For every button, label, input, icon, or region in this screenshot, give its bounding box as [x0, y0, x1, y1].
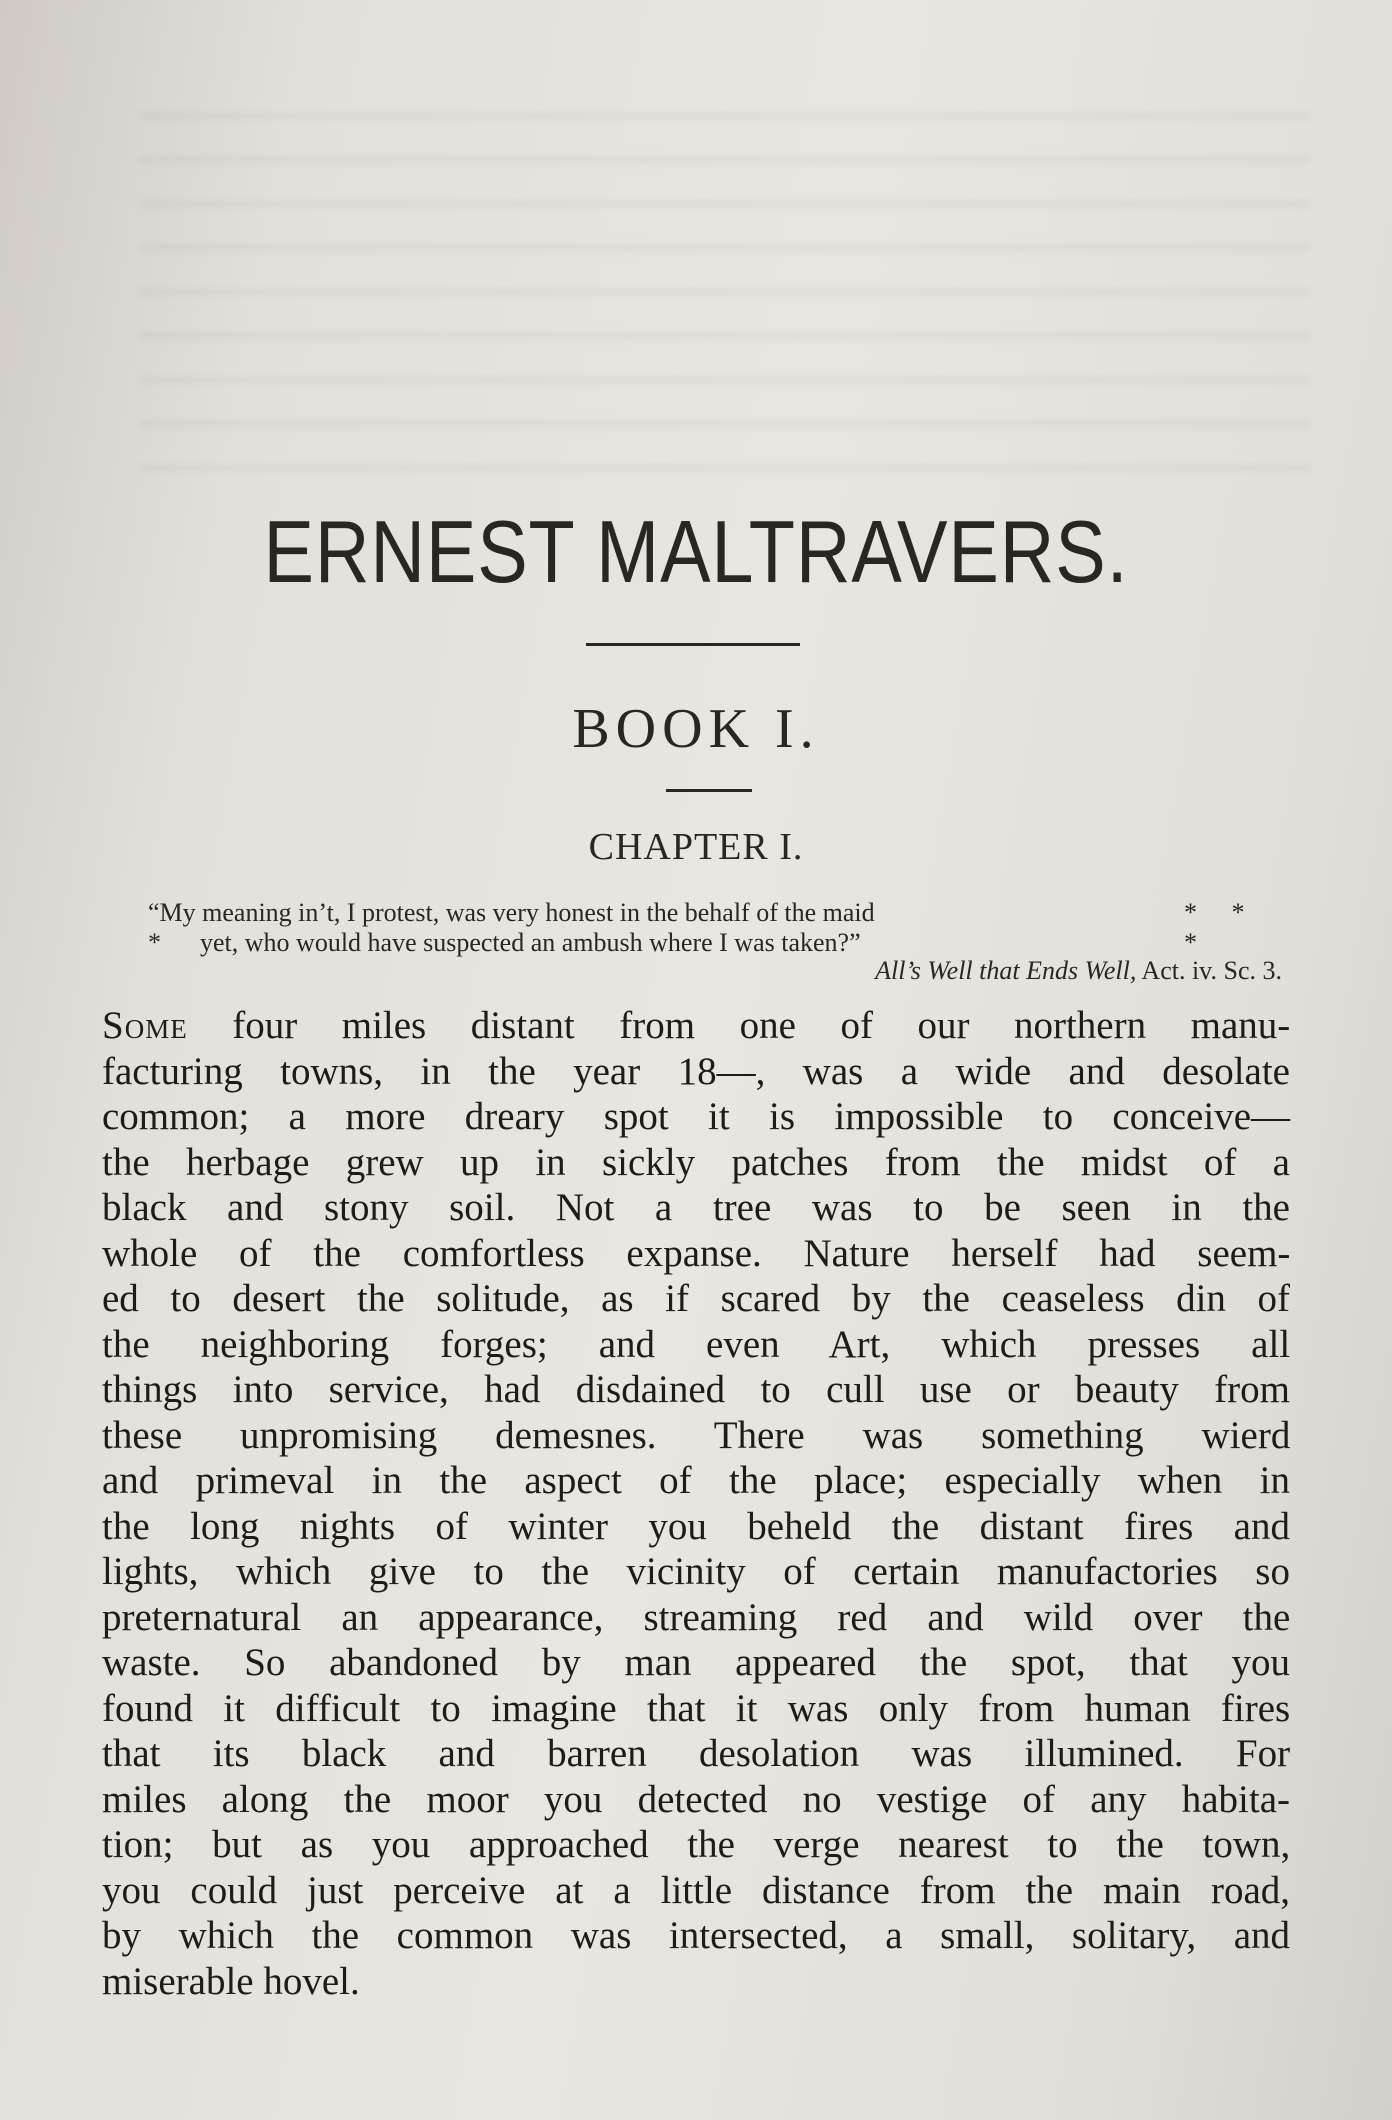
paragraph-line: that its black and barren desolation was illumined. For: [102, 1732, 1291, 1775]
epigraph-line-2: [148, 928, 861, 958]
epigraph-line-2-text: yet, who would have suspected an ambush where I was taken?”: [200, 928, 861, 957]
epigraph-source-ref: Act. iv. Sc. 3.: [1141, 956, 1282, 985]
paragraph-line: these unpromising demesnes. There was something wierd: [102, 1413, 1291, 1457]
book-heading: BOOK I.: [572, 698, 820, 760]
book-divider: [666, 789, 752, 792]
paragraph-line: the neighboring forges; and even Art, which presses all: [102, 1322, 1291, 1366]
epigraph-ellipsis-stars: * * *: [1184, 898, 1259, 957]
book-title: ERNEST MALTRAVERS.: [263, 502, 1129, 601]
bleed-through-text: [140, 80, 1310, 500]
paragraph-line-text: four miles distant from one of our northern manu-: [187, 1004, 1291, 1047]
paragraph-line: tion; but as you approached the verge nearest to the town,: [102, 1823, 1291, 1866]
paragraph-lead-word: Some: [102, 1004, 188, 1047]
paragraph-line: common; a more dreary spot it is impossible to conceive—: [102, 1095, 1290, 1138]
paragraph-line: preternatural an appearance, streaming red and wild over the: [102, 1595, 1291, 1639]
epigraph-line-1: “My meaning in’t, I protest, was very honest in the behalf of the maid: [148, 898, 875, 927]
title-divider: [586, 643, 800, 646]
chapter-heading: CHAPTER I.: [588, 826, 804, 868]
paragraph-line: lights, which give to the vicinity of certain manufactories so: [102, 1550, 1290, 1593]
chapter-paragraph: [102, 1003, 1290, 2004]
paragraph-line: and primeval in the aspect of the place; especially when in: [102, 1459, 1290, 1502]
paragraph-line: things into service, had disdained to cull use or beauty from: [102, 1368, 1290, 1411]
epigraph-source: [875, 956, 1282, 986]
paragraph-line: you could just perceive at a little distance from the main road,: [102, 1868, 1291, 1912]
paragraph-line: black and stony soil. Not a tree was to be seen in the: [102, 1186, 1290, 1229]
paragraph-line: by which the common was intersected, a small, solitary, and: [102, 1914, 1290, 1957]
paragraph-line: whole of the comfortless expanse. Nature herself had seem-: [102, 1231, 1291, 1275]
paragraph-line: miles along the moor you detected no vestige of any habita-: [102, 1777, 1290, 1821]
paragraph-line: waste. So abandoned by man appeared the spot, that you: [102, 1641, 1290, 1684]
epigraph-source-title: All’s Well that Ends Well,: [875, 956, 1137, 985]
epigraph-ellipsis-star: *: [148, 928, 161, 957]
paragraph-line: [102, 1003, 1290, 1049]
paragraph-line: the long nights of winter you beheld the distant fires and: [102, 1504, 1290, 1548]
paragraph-line: miserable hovel.: [102, 1959, 360, 2003]
paragraph-line: ed to desert the solitude, as if scared by the ceaseless din of: [102, 1277, 1290, 1320]
paragraph-line: the herbage grew up in sickly patches from the midst of a: [102, 1140, 1290, 1184]
paragraph-line: facturing towns, in the year 18—, was a wide and desolate: [102, 1049, 1290, 1093]
paragraph-line: found it difficult to imagine that it was only from human fires: [102, 1686, 1291, 1730]
